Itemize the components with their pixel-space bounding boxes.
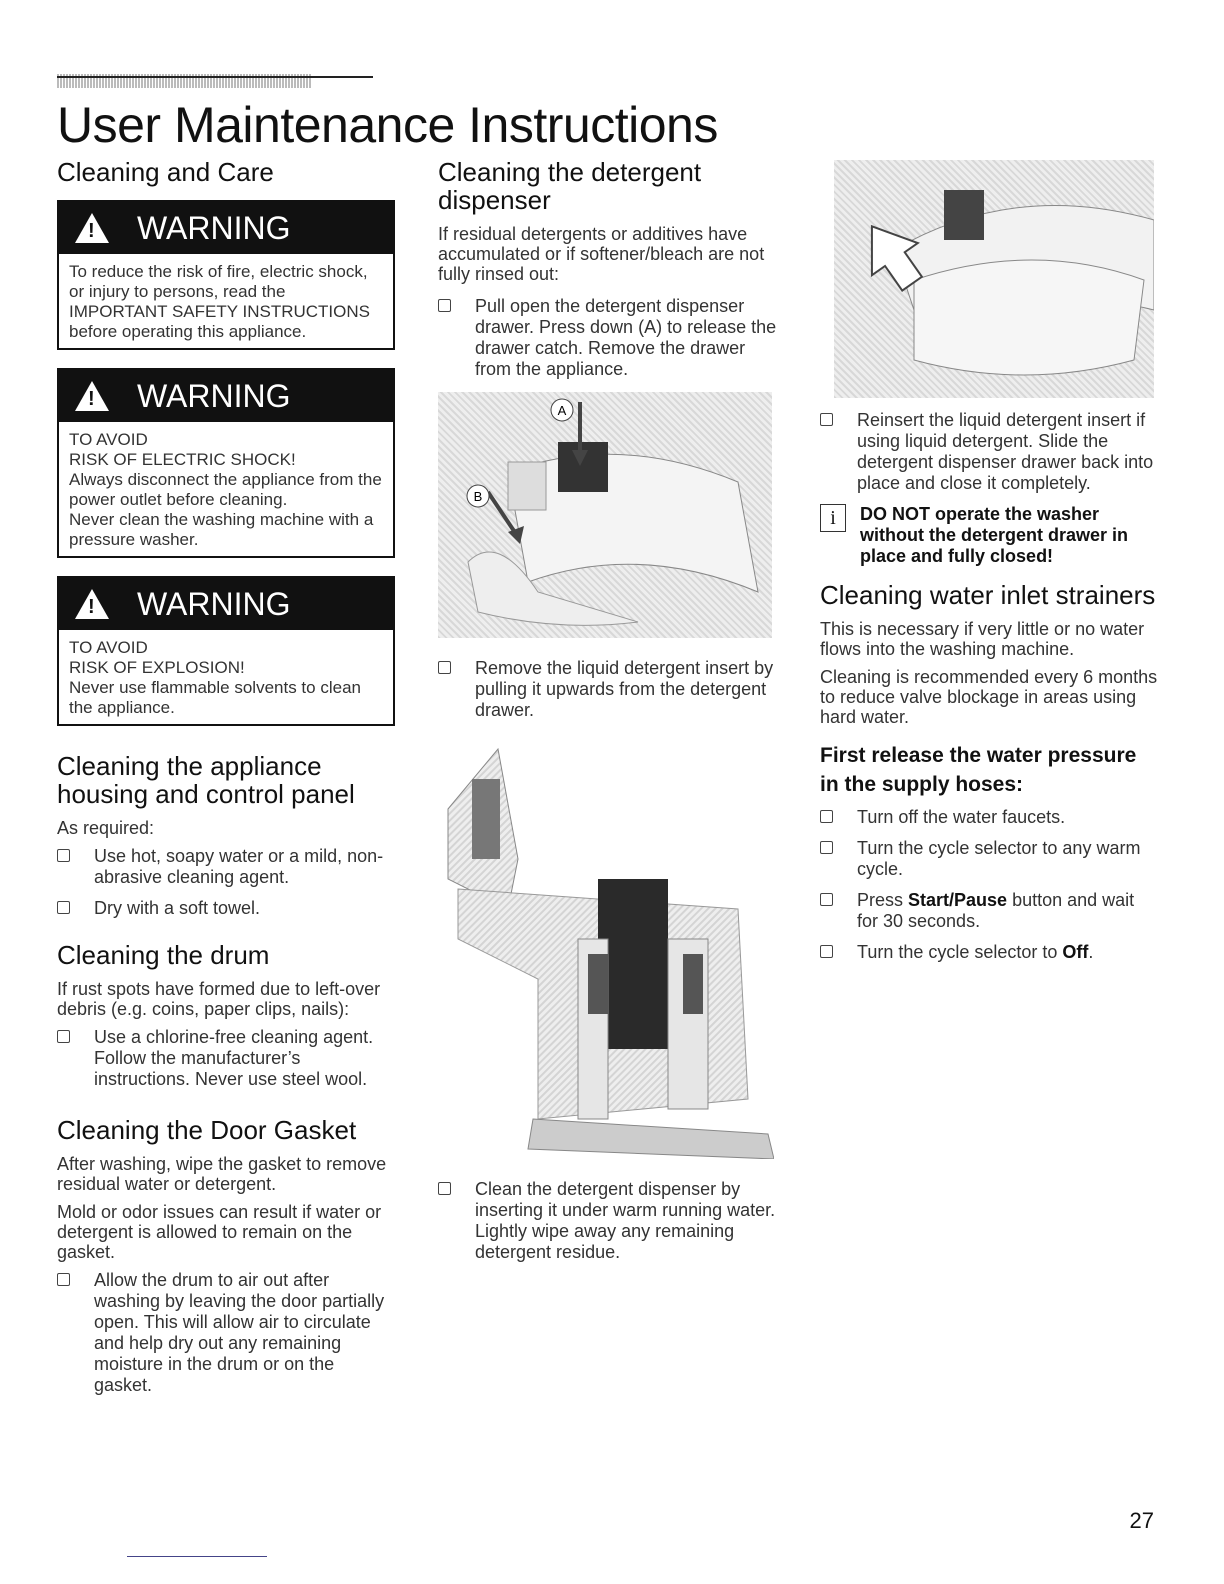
list-item: Remove the liquid detergent insert by pulling it upwards from the detergent drawer. [438,658,778,721]
checkbox-bullet-icon [820,945,833,958]
dispenser-drawer-illustration [438,392,772,638]
list-item: Press Start/Pause button and wait for 30 seconds. [820,890,1160,932]
section-heading-door-gasket: Cleaning the Door Gasket [57,1115,357,1145]
section-heading-inlet-strainers: Cleaning water inlet strainers [820,580,1156,610]
paragraph: Cleaning is recommended every 6 months to reduce valve blockage in areas using hard water. [820,667,1158,727]
subheading-release-pressure: First release the water pressure in the supply hoses: [820,744,1137,796]
label-b: B [473,489,483,504]
checkbox-bullet-icon [57,1273,70,1286]
checkbox-bullet-icon [438,299,451,312]
section-heading-drum: Cleaning the drum [57,940,270,970]
checkbox-bullet-icon [438,661,451,674]
section-heading-detergent-dispenser: Cleaning the detergent dispenser [438,157,702,215]
warning-triangle-icon: ! [75,589,109,619]
liquid-insert-illustration [438,739,774,1159]
warning-box [57,576,395,726]
checkbox-bullet-icon [438,1182,451,1195]
checkbox-bullet-icon [820,893,833,906]
list-item: Turn the cycle selector to any warm cycle. [820,838,1160,880]
drawer-reinsert-illustration [834,160,1154,398]
page-title: User Maintenance Instructions [57,97,718,153]
list-item: Use a chlorine-free cleaning agent. Follow the manufacturer’s instructions. Never use steel wool. [57,1027,397,1090]
drawer-reinsert-drawing [834,160,1154,398]
checkbox-bullet-icon [820,841,833,854]
paragraph: This is necessary if very little or no water flows into the washing machine. [820,619,1145,659]
column-right [820,158,1160,973]
list-item: Reinsert the liquid detergent insert if using liquid detergent. Slide the detergent dispenser drawer back into place and close it completely. [820,410,1160,494]
header-rule [57,76,373,78]
checkbox-bullet-icon [57,849,70,862]
warning-text: TO AVOID RISK OF ELECTRIC SHOCK! Always disconnect the appliance from the power outlet before cleaning. Never clean the washing machine with a pressure washer. [69,430,382,549]
paragraph: Mold or odor issues can result if water or detergent is allowed to remain on the gasket. [57,1202,382,1262]
checkbox-bullet-icon [820,413,833,426]
warning-header: ! WARNING [59,202,393,254]
checkbox-bullet-icon [820,810,833,823]
paragraph: If rust spots have formed due to left-over debris (e.g. coins, paper clips, nails): [57,979,381,1019]
warning-text: TO AVOID RISK OF EXPLOSION! Never use flammable solvents to clean the appliance. [69,638,361,717]
paragraph: As required: [57,818,155,838]
warning-header: ! WARNING [59,370,393,422]
list-item: Clean the detergent dispenser by inserting it under warm running water. Lightly wipe away any remaining detergent residue. [438,1179,778,1263]
info-note [820,504,1160,567]
liquid-insert-drawing [438,739,774,1159]
warning-box [57,200,395,350]
info-icon: i [820,504,846,532]
warning-header: ! WARNING [59,578,393,630]
dispenser-drawer-drawing [438,392,772,638]
section-heading-housing: Cleaning the appliance housing and control panel [57,751,355,809]
column-middle [438,158,778,1273]
list-item: Turn the cycle selector to Off. [820,942,1160,963]
paragraph: If residual detergents or additives have accumulated or if softener/bleach are not fully rinsed out: [438,224,765,284]
warning-box [57,368,395,558]
section-heading-cleaning-care: Cleaning and Care [57,157,274,187]
footer-rule [127,1556,267,1557]
list-item: Pull open the detergent dispenser drawer. Press down (A) to release the drawer catch. Remove the drawer from the appliance. [438,296,778,380]
page-number: 27 [1129,1508,1154,1533]
warning-text: To reduce the risk of fire, electric shock, or injury to persons, read the IMPORTANT SAFETY INSTRUCTIONS before operating this appliance. [69,262,370,341]
list-item: Allow the drum to air out after washing by leaving the door partially open. This will allow air to circulate and help dry out any remaining moisture in the drum or on the gasket. [57,1270,397,1396]
column-left [57,158,397,1406]
list-item: Dry with a soft towel. [57,898,397,919]
list-item: Turn off the water faucets. [820,807,1160,828]
checkbox-bullet-icon [57,901,70,914]
label-a: A [557,403,567,418]
list-item: Use hot, soapy water or a mild, non-abrasive cleaning agent. [57,846,397,888]
checkbox-bullet-icon [57,1030,70,1043]
paragraph: After washing, wipe the gasket to remove residual water or detergent. [57,1154,387,1194]
warning-triangle-icon: ! [75,213,109,243]
warning-triangle-icon: ! [75,381,109,411]
note-text: DO NOT operate the washer without the detergent drawer in place and fully closed! [860,504,1129,566]
